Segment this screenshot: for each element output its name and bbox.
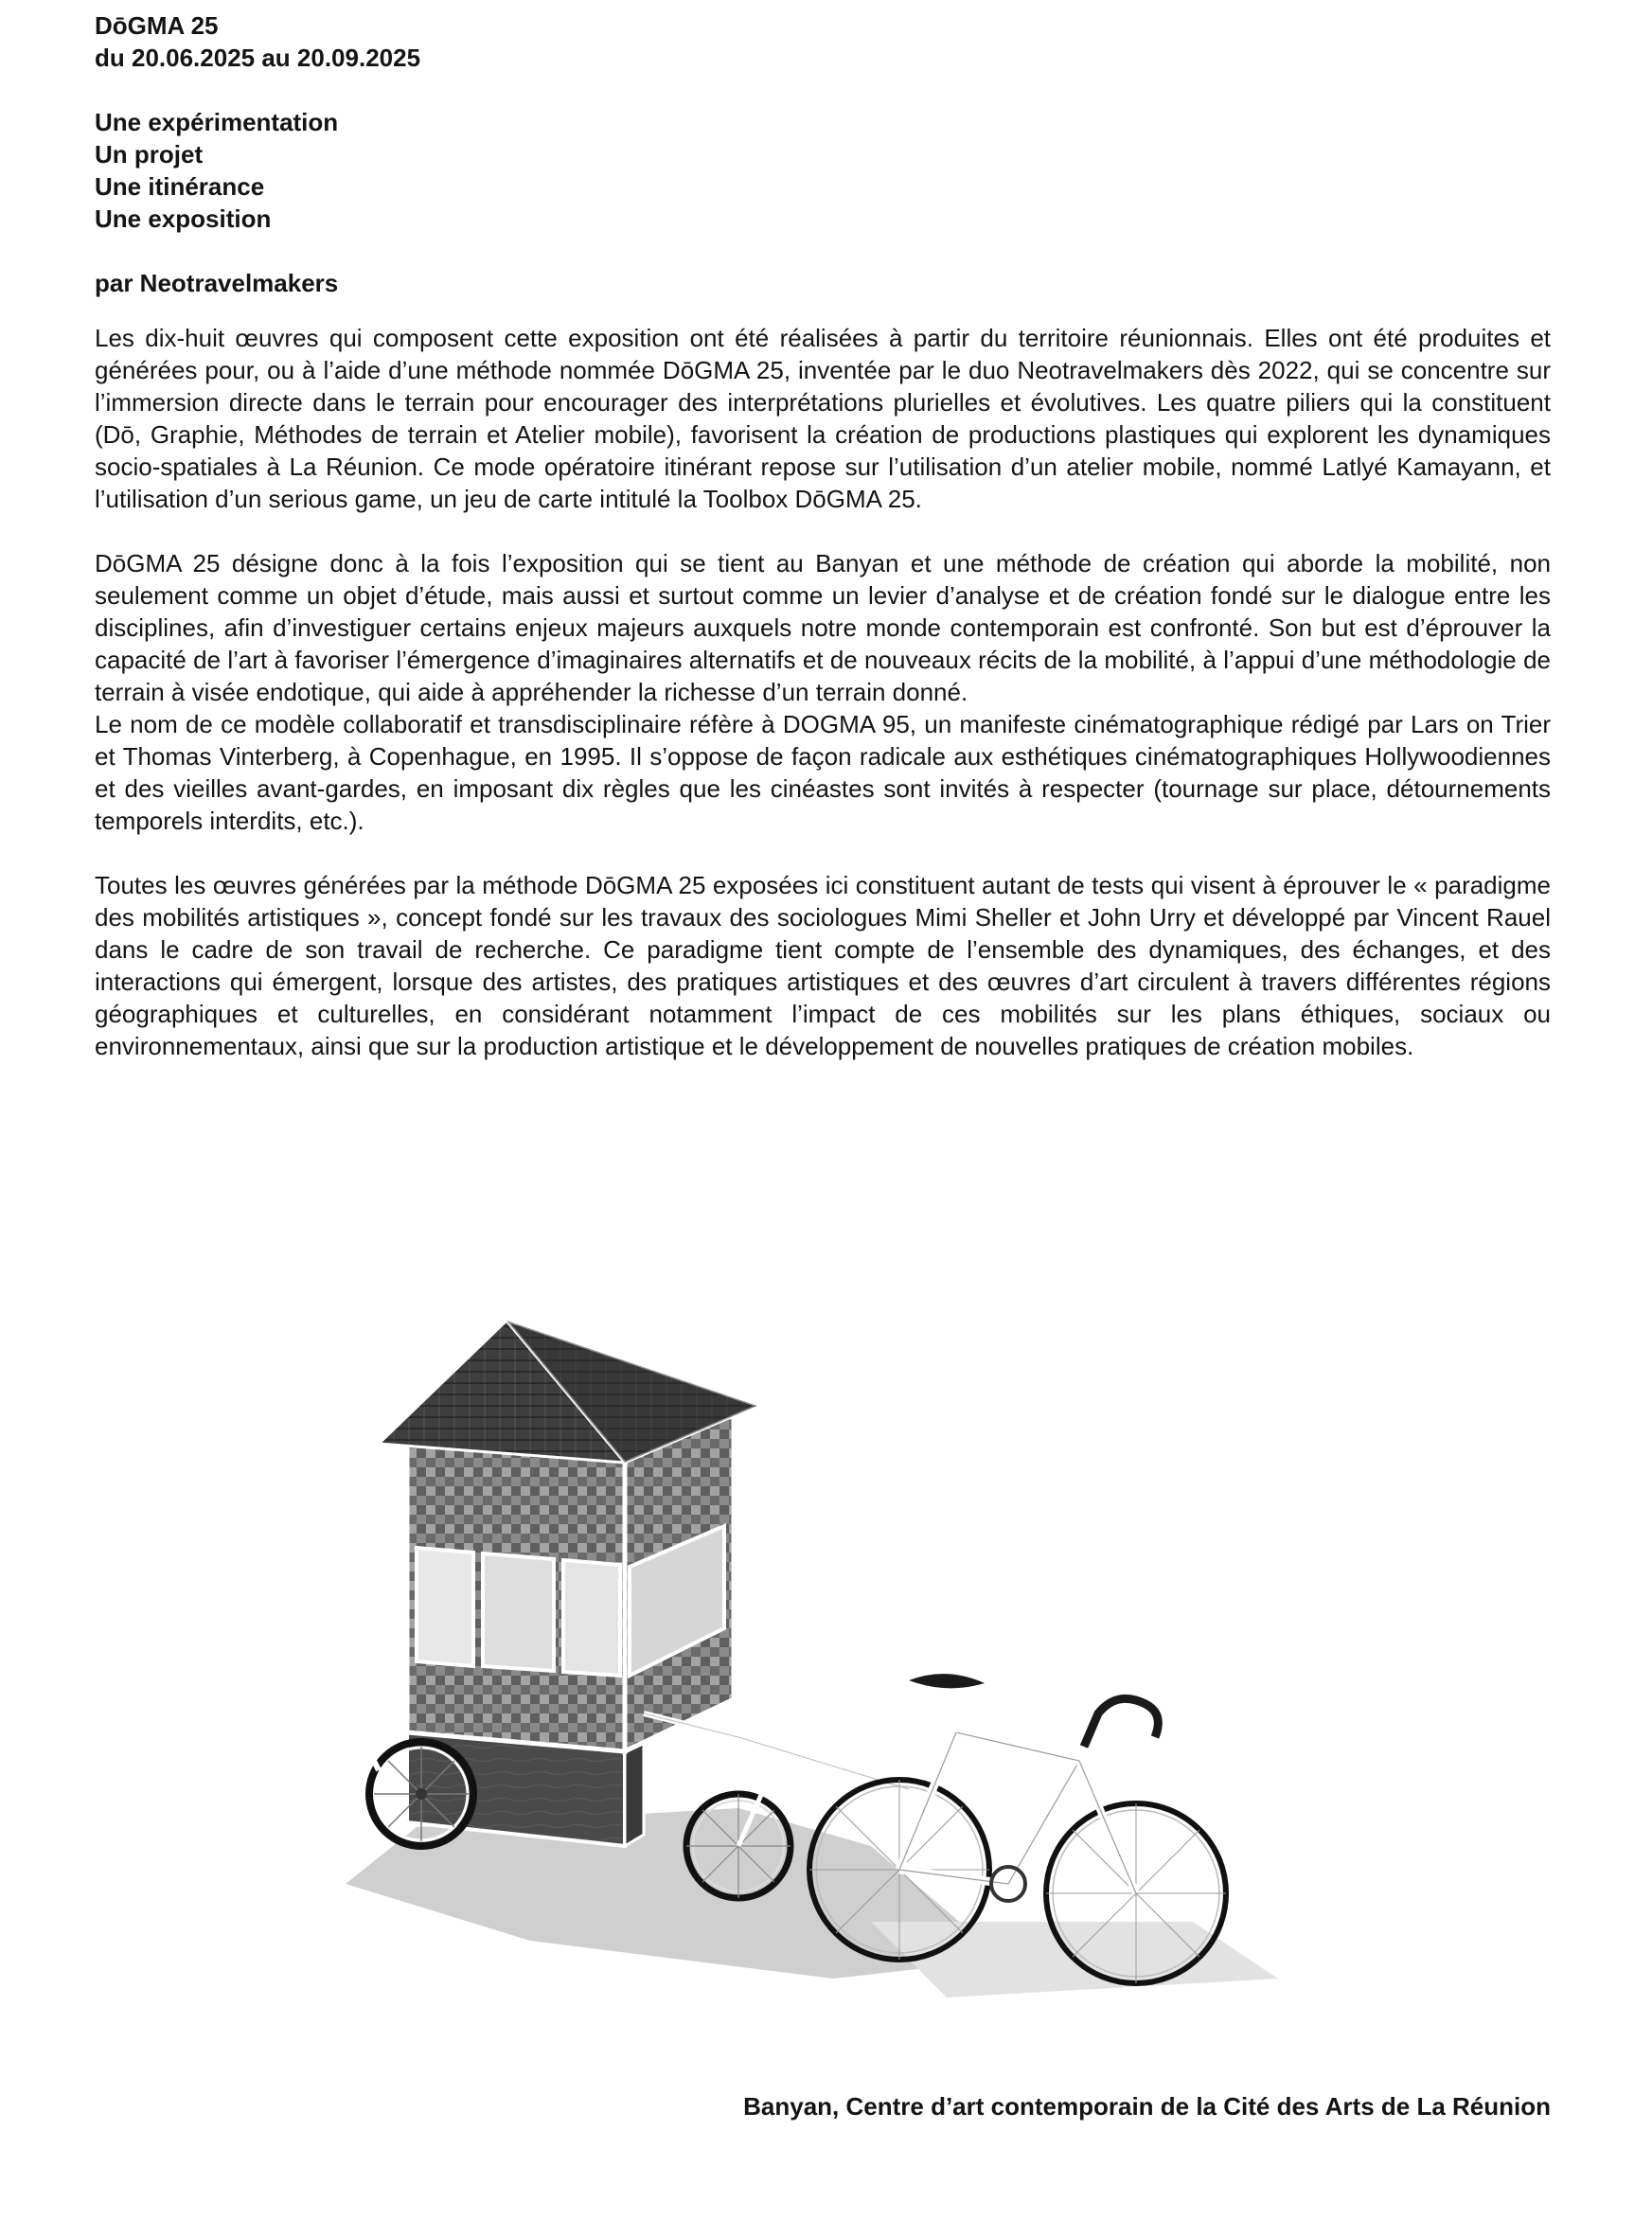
trailer-arm bbox=[644, 1713, 909, 1789]
paragraph-paradigm: Toutes les œuvres générées par la méthode DōGMA 25 exposées ici constituent autant de tests qui visent à éprouver le « paradigme des mobilités artistiques », concept fondé sur les travaux des sociologues Mimi Sheller et John Urry et développé par Vincent Rauel dans le cadre de son travail de recherche. Ce paradigme tient compte de l’ensemble des dynamiques, des échanges, et des interactions qui émergent, lorsque des artistes, des pratiques artistiques et des œuvres d’art circulent à travers différentes régions géographiques et culturelles, en considérant notamment l’impact de ces mobilités sur les plans éthiques, sociaux ou environnementaux, ainsi que sur la production artistique et le développement de nouvelles pratiques de création mobiles. bbox=[95, 871, 1551, 1060]
tagline-line: Une exposition bbox=[95, 204, 272, 233]
bicycle-saddle bbox=[909, 1674, 985, 1688]
cart-window bbox=[483, 1553, 554, 1671]
cart-wheel bbox=[369, 1742, 473, 1846]
mobile-workshop-illustration bbox=[341, 1316, 1288, 2054]
exhibition-dates: du 20.06.2025 au 20.09.2025 bbox=[95, 44, 421, 72]
cart-base-side bbox=[625, 1742, 644, 1846]
seat-post bbox=[947, 1690, 956, 1732]
exhibition-title: DōGMA 25 bbox=[95, 11, 219, 40]
cart-window bbox=[563, 1560, 620, 1676]
tagline-line: Une itinérance bbox=[95, 172, 265, 201]
body-text bbox=[95, 322, 1551, 1062]
venue-footer: Banyan, Centre d’art contemporain de la Cité des Arts de La Réunion bbox=[743, 2092, 1551, 2121]
byline: par Neotravelmakers bbox=[95, 269, 339, 297]
header-block bbox=[95, 9, 1553, 299]
cart-window bbox=[417, 1548, 473, 1666]
paragraph-dogma95: Le nom de ce modèle collaboratif et transdisciplinaire réfère à DOGMA 95, un manifeste cinématographique rédigé par Lars on Trier et Thomas Vinterberg, à Copenhague, en 1995. Il s’oppose de façon radicale aux esthétiques cinématographiques Hollywoodiennes et des vieilles avant-gardes, en imposant dix règles que les cinéastes sont invités à respecter (tournage sur place, détournements temporels interdits, etc.). bbox=[95, 710, 1551, 835]
tagline-line: Un projet bbox=[95, 140, 204, 169]
tagline-line: Une expérimentation bbox=[95, 108, 339, 136]
paragraph-intro: Les dix-huit œuvres qui composent cette exposition ont été réalisées à partir du territoire réunionnais. Elles ont été produites et générées pour, ou à l’aide d’une méthode nommée DōGMA 25, inventée par le duo Neotravelmakers dès 2022, qui se concentre sur l’immersion directe dans le terrain pour encourager des interprétations plurielles et évolutives. Les quatre piliers qui la constituent (Dō, Graphie, Méthodes de terrain et Atelier mobile), favorisent la création de productions plastiques qui explorent les dynamiques socio-spatiales à La Réunion. Ce mode opératoire itinérant repose sur l’utilisation d’un atelier mobile, nommé Latlyé Kamayann, et l’utilisation d’un serious game, un jeu de carte intitulé la Toolbox DōGMA 25. bbox=[95, 324, 1551, 513]
bicycle-handlebar bbox=[1084, 1698, 1158, 1747]
paragraph-method: DōGMA 25 désigne donc à la fois l’exposition qui se tient au Banyan et une méthode de création qui aborde la mobilité, non seulement comme un objet d’étude, mais aussi et surtout comme un levier d’analyse et de création fondé sur le dialogue entre les disciplines, afin d’investiguer certains enjeux majeurs auxquels notre monde contemporain est confronté. Son but est d’éprouver la capacité de l’art à favoriser l’émergence d’imaginaires alternatifs et de nouveaux récits de la mobilité, à l’appui d’une méthodologie de terrain à visée endotique, qui aide à appréhender la richesse d’un terrain donné. bbox=[95, 549, 1551, 706]
